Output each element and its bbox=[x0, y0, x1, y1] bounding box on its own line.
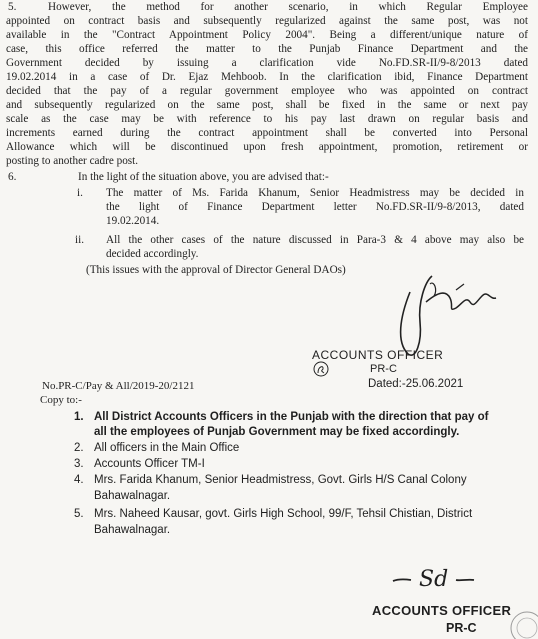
para6-item-line: 19.02.2014. bbox=[106, 215, 160, 227]
para5-line: appointed on contract basis and subsequently regularized against the same post, was not bbox=[6, 15, 528, 27]
para5-line: case, this office referred the matter to the Punjab Finance Department and the bbox=[6, 43, 528, 55]
para5-line: 19.02.2014 in a case of Dr. Ejaz Mehboob. In the clarification ibid, Finance Department bbox=[6, 71, 528, 83]
para5-line: posting to another cadre post. bbox=[6, 155, 139, 167]
para6-item-line: the light of Finance Department letter No.FD.SR-II/9-8/2013, dated bbox=[106, 201, 524, 213]
approval-note: (This issues with the approval of Director General DAOs) bbox=[86, 264, 346, 276]
bottom-signature-office: PR-C bbox=[446, 621, 477, 635]
para5-line: decided that the pay of a regular government employee who was appointed on contract bbox=[6, 85, 528, 97]
para6-item-line: All the other cases of the nature discussed in Para-3 & 4 above may also be bbox=[106, 234, 524, 246]
para5-number: 5. bbox=[8, 1, 17, 13]
para6-intro: In the light of the situation above, you are advised that:- bbox=[78, 171, 329, 183]
dated-line: Dated:-25.06.2021 bbox=[368, 378, 464, 390]
para6-number: 6. bbox=[8, 171, 17, 183]
copy-item-line: Bahawalnagar. bbox=[94, 524, 171, 536]
copy-item-number: 3. bbox=[74, 458, 84, 470]
copy-item-number: 4. bbox=[74, 474, 84, 486]
dash-mark-icon bbox=[392, 575, 412, 585]
para5-line: increments earned during the contract appointment shall be converted into Personal bbox=[6, 127, 528, 139]
bottom-signature-title: ACCOUNTS OFFICER bbox=[372, 603, 512, 618]
para6-item-line: The matter of Ms. Farida Khanum, Senior Headmistress may be decided in bbox=[106, 187, 524, 199]
para6-item-numeral: ii. bbox=[75, 234, 85, 246]
copy-item-line: Accounts Officer TM-I bbox=[94, 458, 205, 470]
para5-line: available in the "Contract Appointment Policy 2004". Being a different/unique nature of bbox=[6, 29, 528, 41]
initial-circle-icon bbox=[312, 360, 330, 378]
copy-item-number: 2. bbox=[74, 442, 84, 454]
dash-mark-icon bbox=[455, 575, 475, 585]
para5-line: However, the method for another scenario, in which Regular Employee bbox=[48, 1, 528, 13]
para5-line: Allowance which will be discontinued upon fresh appointment, promotion, retirement or bbox=[6, 141, 528, 153]
signature-title: ACCOUNTS OFFICER bbox=[312, 348, 444, 362]
signature-office: PR-C bbox=[370, 363, 397, 375]
copy-item-line: All District Accounts Officers in the Punjab with the direction that pay of bbox=[94, 411, 489, 423]
office-stamp-icon bbox=[505, 606, 538, 639]
para5-line: and subsequently regularized on the same post, shall be fixed in the same or next pay bbox=[6, 99, 528, 111]
copy-item-number: 5. bbox=[74, 508, 84, 520]
para5-line: scale as the case may be with reference to his pay last drawn on regular basis and bbox=[6, 113, 528, 125]
para6-item-numeral: i. bbox=[77, 187, 83, 199]
handwritten-signature bbox=[330, 262, 530, 362]
para6-item-line: decided accordingly. bbox=[106, 248, 199, 260]
copy-to-heading: Copy to:- bbox=[40, 394, 82, 406]
para5-line: Government decided by issuing a clarification vide No.FD.SR-II/9-8/2013 dated bbox=[6, 57, 528, 69]
copy-item-line: all the employees of Punjab Government may be fixed accordingly. bbox=[94, 426, 460, 438]
copy-item-line: All officers in the Main Office bbox=[94, 442, 240, 454]
copy-item-line: Mrs. Naheed Kausar, govt. Girls High School, 99/F, Tehsil Chistian, District bbox=[94, 508, 473, 520]
copy-item-number: 1. bbox=[74, 411, 84, 423]
copy-item-line: Bahawalnagar. bbox=[94, 490, 171, 502]
reference-number: No.PR-C/Pay & All/2019-20/2121 bbox=[42, 380, 195, 392]
copy-item-line: Mrs. Farida Khanum, Senior Headmistress, Govt. Girls H/S Canal Colony bbox=[94, 474, 467, 486]
sd-handwritten: Sd bbox=[392, 568, 475, 592]
